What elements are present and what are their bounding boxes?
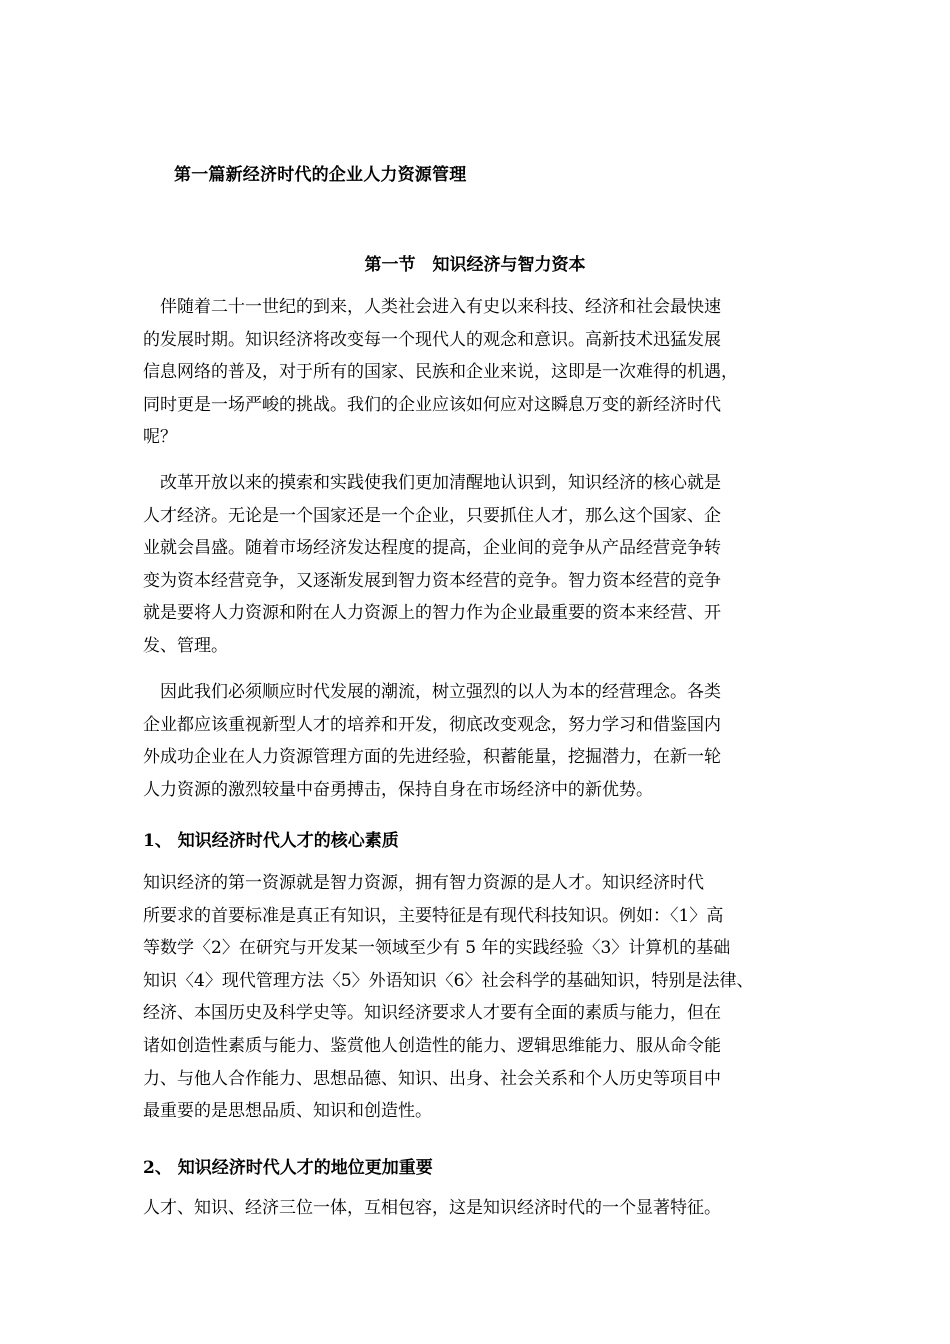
paragraph-line: 外成功企业在人力资源管理方面的先进经验，积蓄能量，挖掘潜力，在新一轮 [143,747,721,768]
paragraph-line: 等数学〈2〉在研究与开发某一领域至少有 5 年的实践经验〈3〉计算机的基础 [143,938,731,959]
paragraph-line: 同时更是一场严峻的挑战。我们的企业应该如何应对这瞬息万变的新经济时代 [143,394,721,415]
paragraph-line: 人才、知识、经济三位一体，互相包容，这是知识经济时代的一个显著特征。 [143,1198,721,1218]
section-title: 第一节 知识经济与智力资本 [364,255,586,275]
paragraph-line: 改革开放以来的摸索和实践使我们更加清醒地认识到，知识经济的核心就是 [143,473,721,493]
document-title: 第一篇新经济时代的企业人力资源管理 [174,165,467,185]
paragraph-line: 力、与他人合作能力、思想品德、知识、出身、社会关系和个人历史等项目中 [143,1068,721,1089]
paragraph-2 [143,467,813,663]
paragraph-line: 的发展时期。知识经济将改变每一个现代人的观念和意识。高新技术迅猛发展 [143,329,721,350]
paragraph-line: 企业都应该重视新型人才的培养和开发，彻底改变观念，努力学习和借鉴国内 [143,714,721,735]
paragraph-1 [143,291,813,454]
paragraph-line: 因此我们必须顺应时代发展的潮流，树立强烈的以人为本的经营理念。各类 [143,682,721,702]
paragraph-line: 业就会昌盛。随着市场经济发达程度的提高，企业间的竞争从产品经营竞争转 [143,538,721,559]
paragraph-line: 发、管理。 [143,635,228,656]
paragraph-line: 知识经济的第一资源就是智力资源，拥有智力资源的是人才。知识经济时代 [143,873,704,893]
paragraph-line: 经济、本国历史及科学史等。知识经济要求人才要有全面的素质与能力，但在 [143,1003,721,1024]
paragraph-line: 人力资源的激烈较量中奋勇搏击，保持自身在市场经济中的新优势。 [143,779,653,800]
heading-core-qualities: 1、 知识经济时代人才的核心素质 [143,831,399,851]
paragraph-line: 呢？ [143,427,177,448]
paragraph-4 [143,867,813,1128]
paragraph-line: 诸如创造性素质与能力、鉴赏他人创造性的能力、逻辑思维能力、服从命令能 [143,1035,721,1056]
paragraph-line: 知识〈4〉现代管理方法〈5〉外语知识〈6〉社会科学的基础知识，特别是法律、 [143,970,754,991]
paragraph-line: 就是要将人力资源和附在人力资源上的智力作为企业最重要的资本来经营、开 [143,603,721,624]
paragraph-line: 最重要的是思想品质、知识和创造性。 [143,1101,432,1122]
heading-talent-status: 2、 知识经济时代人才的地位更加重要 [143,1158,433,1178]
paragraph-line: 伴随着二十一世纪的到来，人类社会进入有史以来科技、经济和社会最快速 [143,297,721,317]
paragraph-5 [143,1192,813,1225]
paragraph-line: 所要求的首要标准是真正有知识，主要特征是有现代科技知识。例如：〈1〉高 [143,905,724,926]
paragraph-line: 人才经济。无论是一个国家还是一个企业，只要抓住人才，那么这个国家、企 [143,505,721,526]
paragraph-3 [143,676,813,806]
paragraph-line: 信息网络的普及，对于所有的国家、民族和企业来说，这即是一次难得的机遇， [143,362,738,383]
paragraph-line: 变为资本经营竞争，又逐渐发展到智力资本经营的竞争。智力资本经营的竞争 [143,570,721,591]
